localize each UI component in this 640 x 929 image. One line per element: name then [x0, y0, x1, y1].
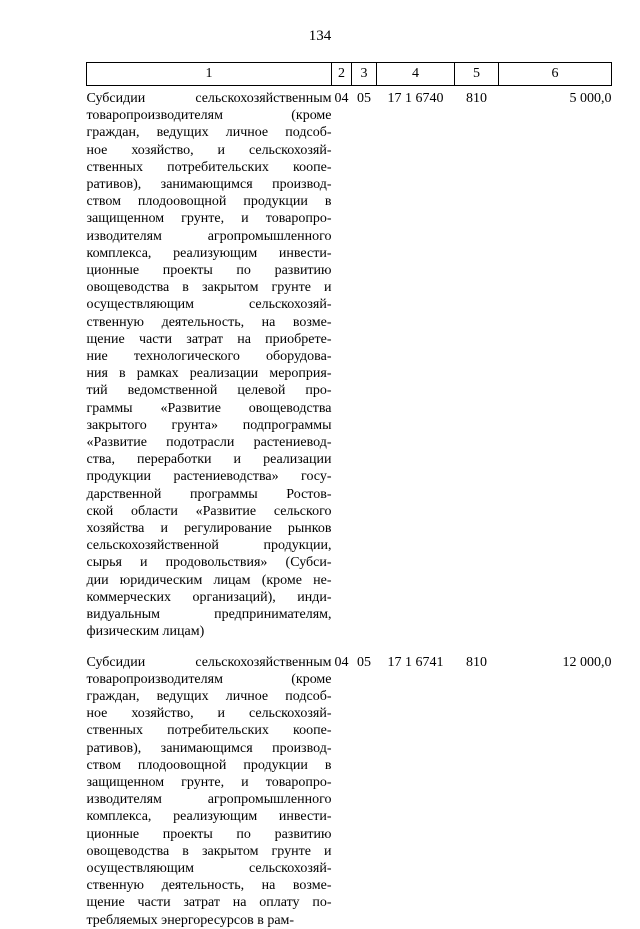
header-cell-3: 3	[352, 63, 377, 86]
description-line: ное хозяйство, и сельскохозяй-	[86, 706, 332, 722]
description-line: ской области «Развитие сельского	[86, 503, 332, 519]
description-line: ственную деятельность, на возме-	[86, 878, 332, 894]
description-line: изводителям агропромышленного	[86, 228, 332, 244]
section-code: 04	[334, 91, 349, 106]
description-line: защищенном грунте, и товаропро-	[86, 211, 332, 227]
expense-type-code: 810	[466, 91, 487, 106]
description-line: граждан, ведущих личное подсоб-	[86, 125, 332, 141]
description-line: дарственной программы Ростов-	[86, 486, 332, 502]
description-line: ством плодоовощной продукции в	[86, 194, 332, 210]
target-article-code: 17 1 6741	[387, 654, 444, 670]
description-line: товаропроизводителям (кроме	[86, 671, 332, 687]
table-row	[87, 86, 612, 641]
description-line: закрытого грунта» подпрограммы	[86, 417, 332, 433]
header-cell-4: 4	[377, 63, 455, 86]
section-code: 04	[334, 654, 349, 670]
description-line: тий ведомственной целевой про-	[86, 383, 332, 399]
description-line: ния в рамках реализации мероприя-	[86, 366, 332, 382]
header-cell-1: 1	[87, 63, 332, 86]
description-line: щение части затрат на оплату по-	[86, 895, 332, 911]
description-line: щение части затрат на приобрете-	[86, 331, 332, 347]
description-line: комплекса, реализующим инвести-	[86, 809, 332, 825]
description-line: Субсидии сельскохозяйственным	[86, 91, 332, 106]
description-line: требляемых энергоресурсов в рам-	[86, 912, 295, 928]
description-line: ства, переработки и реализации	[86, 452, 332, 468]
description-line: ративов), занимающимся производ-	[86, 740, 332, 756]
amount-value: 12 000,0	[562, 654, 612, 670]
description-line: товаропроизводителям (кроме	[86, 108, 332, 124]
description-line: видуальным предпринимателям,	[86, 607, 332, 623]
description-line: ние технологического оборудова-	[86, 349, 332, 365]
row-description	[87, 641, 332, 929]
amount-value: 5 000,0	[569, 91, 612, 106]
description-line: физическим лицам)	[86, 624, 205, 640]
description-line: сырья и продовольствия» (Субси-	[86, 555, 332, 571]
description-line: защищенном грунте, и товаропро-	[86, 774, 332, 790]
description-line: ционные проекты по развитию	[86, 826, 332, 842]
target-article-code: 17 1 6740	[387, 91, 444, 106]
description-line: осуществляющим сельскохозяй-	[86, 297, 332, 313]
description-line: сельскохозяйственной продукции,	[86, 538, 332, 554]
description-line: «Развитие подотрасли растениевод-	[86, 435, 332, 451]
subsection-code: 05	[357, 654, 371, 670]
subsection-code: 05	[357, 91, 371, 106]
description-line: граммы «Развитие овощеводства	[86, 400, 332, 416]
header-row	[87, 63, 612, 86]
page-number: 134	[308, 28, 332, 44]
header-cell-2: 2	[332, 63, 352, 86]
description-line: овощеводства в закрытом грунте и	[86, 280, 332, 296]
description-line: хозяйства и регулирование рынков	[86, 521, 332, 537]
description-line: изводителям агропромышленного	[86, 792, 332, 808]
description-line: продукции растениеводства» госу-	[86, 469, 332, 485]
description-line: ством плодоовощной продукции в	[86, 757, 332, 773]
header-cell-6: 6	[499, 63, 612, 86]
description-line: дии юридическим лицам (кроме не-	[86, 572, 332, 588]
description-line: ративов), занимающимся производ-	[86, 177, 332, 193]
description-line: Субсидии сельскохозяйственным	[86, 654, 332, 670]
description-line: осуществляющим сельскохозяй-	[86, 860, 332, 876]
description-line: ственных потребительских коопе-	[86, 159, 332, 175]
expense-type-code: 810	[466, 654, 487, 670]
description-line: граждан, ведущих личное подсоб-	[86, 688, 332, 704]
budget-table	[86, 62, 612, 929]
description-line: ционные проекты по развитию	[86, 263, 332, 279]
table-row	[87, 641, 612, 929]
description-line: ное хозяйство, и сельскохозяй-	[86, 142, 332, 158]
description-line: ственную деятельность, на возме-	[86, 314, 332, 330]
row-description	[87, 86, 332, 641]
description-line: ственных потребительских коопе-	[86, 723, 332, 739]
description-line: коммерческих организаций), инди-	[86, 589, 332, 605]
header-cell-5: 5	[455, 63, 499, 86]
description-line: овощеводства в закрытом грунте и	[86, 843, 332, 859]
description-line: комплекса, реализующим инвести-	[86, 245, 332, 261]
